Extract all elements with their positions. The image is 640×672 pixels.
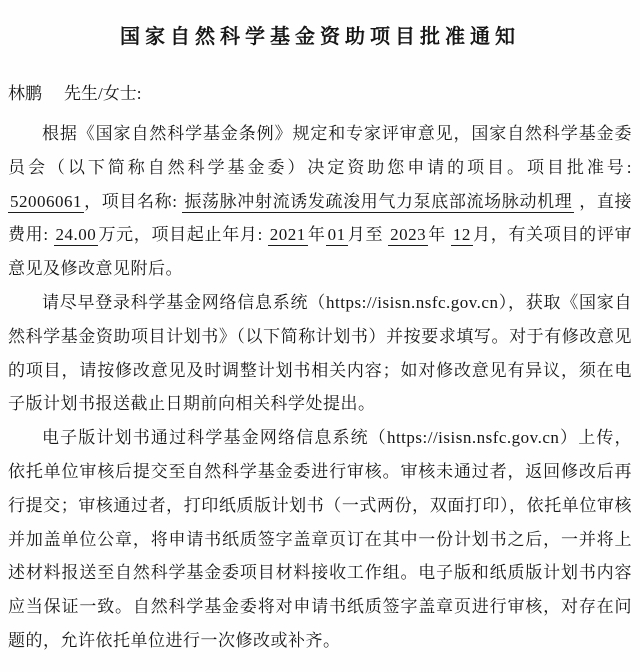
text-segment: 月，有关项目的评审意见及修改意见附后。 (8, 225, 633, 279)
direct-cost-value: 24.00 (55, 225, 97, 245)
start-year: 2021 (269, 225, 306, 245)
intro-paragraph (8, 117, 632, 286)
start-month: 01 (327, 225, 346, 245)
end-year: 2023 (390, 225, 427, 245)
greeting-line (8, 83, 632, 105)
text-segment: ，直接费用: (8, 191, 632, 245)
recipient-salutation: 先生/女士: (64, 84, 142, 103)
recipient-name: 林鹏 (8, 84, 42, 103)
system-access-paragraph: 请尽早登录科学基金网络信息系统（https://isisn.nsfc.gov.cn），获取《国家自然科学基金资助项目计划书》（以下简称计划书）并按要求填写。对于有修改意见的项目，请按修改意见及时调整计划书相关内容；如对修改意见有异议，须在电子版计划书报送截止日期前向相关科学处提出。 (8, 292, 632, 414)
text-segment: 万元，项目起止年月: (98, 225, 268, 245)
text-segment: 年 (428, 225, 451, 245)
text-segment: 根据《国家自然科学基金条例》规定和专家评审意见，国家自然科学基金委员会（以下简称自然科学基金委）决定资助您申请的项目。项目批准号: (8, 124, 632, 177)
end-month: 12 (452, 225, 471, 245)
grant-number: 52006061 (10, 191, 82, 211)
letter-body (8, 117, 632, 658)
text-segment: 年 (307, 225, 326, 245)
project-title: 振荡脉冲射流诱发疏浚用气力泵底部流场脉动机理 (184, 191, 573, 211)
page-title: 国家自然科学基金资助项目批准通知 (120, 26, 520, 48)
text-segment: 月至 (347, 225, 389, 245)
text-segment: ，项目名称: (84, 191, 183, 211)
submission-instructions-paragraph: 电子版计划书通过科学基金网络信息系统（https://isisn.nsfc.gov.cn）上传，依托单位审核后提交至自然科学基金委进行审核。审核未通过者，返回修改后再行提交；审核通过者，打印纸质版计划书（一式两份，双面打印），依托单位审核并加盖单位公章，将申请书纸质签字盖章页订在其中一份计划书之后，一并将上述材料报送至自然科学基金委项目材料接收工作组。电子版和纸质版计划书内容应当保证一致。自然科学基金委将对申请书纸质签字盖章页进行审核，对存在问题的，允许依托单位进行一次修改或补齐。 (8, 428, 632, 650)
